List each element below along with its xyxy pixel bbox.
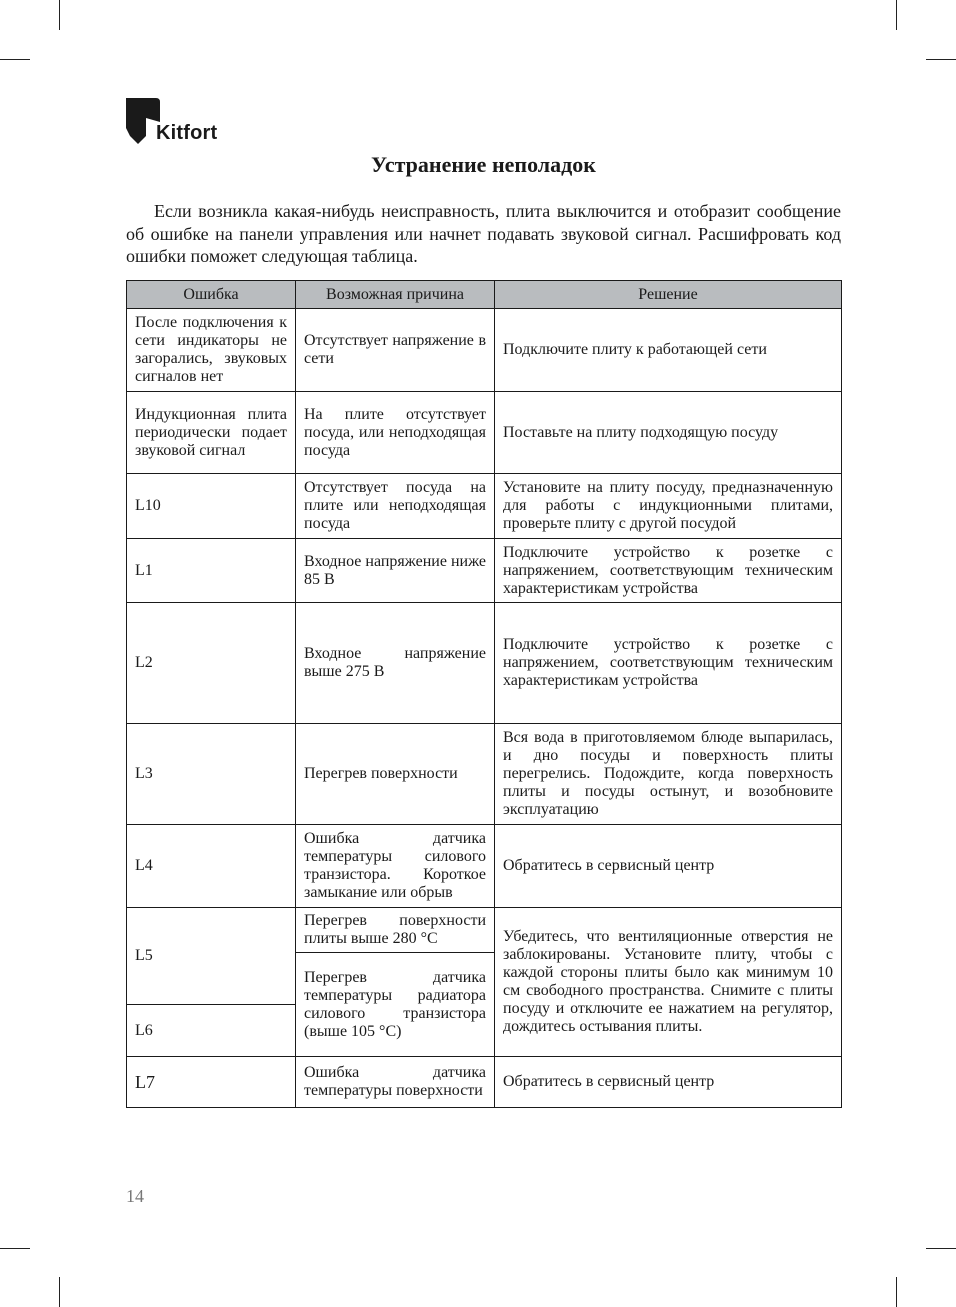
error-cell: L1	[127, 539, 296, 603]
solution-cell: Убедитесь, что вентиляционные отверстия не заблокированы. Установите плиту, чтобы с каждой стороны плиты было как минимум 10 см свободного пространства. Снимите с плиты посуду и отключите ее нажатием на регулятор, дождитесь остывания плиты.	[495, 908, 842, 1057]
crop-mark	[896, 1277, 897, 1307]
cause-cell: Входное напряжение ниже 85 В	[296, 539, 495, 603]
cause-cell: Перегрев поверхности	[296, 724, 495, 825]
cause-cell: Перегрев датчика температуры радиатора силового транзистора (выше 105 °C)	[296, 953, 495, 1057]
cause-cell: Ошибка датчика температуры силового транзистора. Короткое замыкание или обрыв	[296, 825, 495, 908]
crop-mark	[926, 59, 956, 60]
cause-cell: Отсутствует напряжение в сети	[296, 309, 495, 392]
error-cell: L10	[127, 474, 296, 539]
solution-cell: Установите на плиту посуду, предназначенную для работы с индукционными плитами, проверьте плиту с другой посудой	[495, 474, 842, 539]
error-cell: L2	[127, 603, 296, 724]
cause-cell: Перегрев поверхности плиты выше 280 °C	[296, 908, 495, 953]
crop-mark	[896, 0, 897, 30]
cause-cell: Отсутствует посуда на плите или неподходящая посуда	[296, 474, 495, 539]
solution-cell: Поставьте на плиту подходящую посуду	[495, 392, 842, 474]
solution-cell: Обратитесь в сервисный центр	[495, 825, 842, 908]
table-row	[127, 724, 842, 825]
header-solution: Решение	[495, 281, 842, 309]
header-cause: Возможная причина	[296, 281, 495, 309]
brand-name: Kitfort	[156, 122, 218, 144]
page-number: 14	[126, 1186, 144, 1206]
crop-mark	[0, 1248, 30, 1249]
intro-paragraph: Если возникла какая-нибудь неисправность, плита выключится и отобразит сообщение об ошибке на панели управления или начнет подавать звуковой сигнал. Расшифровать код ошибки поможет следующая таблица.	[126, 201, 841, 266]
error-cell: L7	[127, 1057, 296, 1108]
table-row	[127, 908, 842, 953]
table-row	[127, 603, 842, 724]
brand-logo	[126, 98, 246, 148]
table-row	[127, 309, 842, 392]
solution-cell: Подключите плиту к работающей сети	[495, 309, 842, 392]
solution-cell: Подключите устройство к розетке с напряжением, соответствующим техническим характеристикам устройства	[495, 539, 842, 603]
solution-cell: Подключите устройство к розетке с напряжением, соответствующим техническим характеристикам устройства	[495, 603, 842, 724]
cause-cell: На плите отсутствует посуда, или неподходящая посуда	[296, 392, 495, 474]
error-cell: После подключения к сети индикаторы не загорались, звуковых сигналов нет	[127, 309, 296, 392]
table-header-row	[127, 281, 842, 309]
error-cell: Индукционная плита периодически подает звуковой сигнал	[127, 392, 296, 474]
table-row	[127, 1057, 842, 1108]
crop-mark	[926, 1248, 956, 1249]
table-row	[127, 392, 842, 474]
page-title: Устранение неполадок	[371, 152, 596, 177]
table-row	[127, 825, 842, 908]
error-cell: L5	[127, 908, 296, 1005]
solution-cell: Вся вода в приготовляемом блюде выпарилась, и дно посуды и поверхность плиты перегрелись. Подождите, когда поверхность плиты и посуды остынут, и возобновите эксплуатацию	[495, 724, 842, 825]
header-error: Ошибка	[127, 281, 296, 309]
error-cell: L3	[127, 724, 296, 825]
crop-mark	[0, 59, 30, 60]
cause-cell: Входное напряжение выше 275 В	[296, 603, 495, 724]
crop-mark	[59, 0, 60, 30]
cause-cell: Ошибка датчика температуры поверхности	[296, 1057, 495, 1108]
table-row	[127, 539, 842, 603]
error-cell: L6	[127, 1005, 296, 1057]
error-cell: L4	[127, 825, 296, 908]
crop-mark	[59, 1277, 60, 1307]
troubleshooting-table	[126, 280, 842, 1108]
solution-cell: Обратитесь в сервисный центр	[495, 1057, 842, 1108]
table-row	[127, 474, 842, 539]
